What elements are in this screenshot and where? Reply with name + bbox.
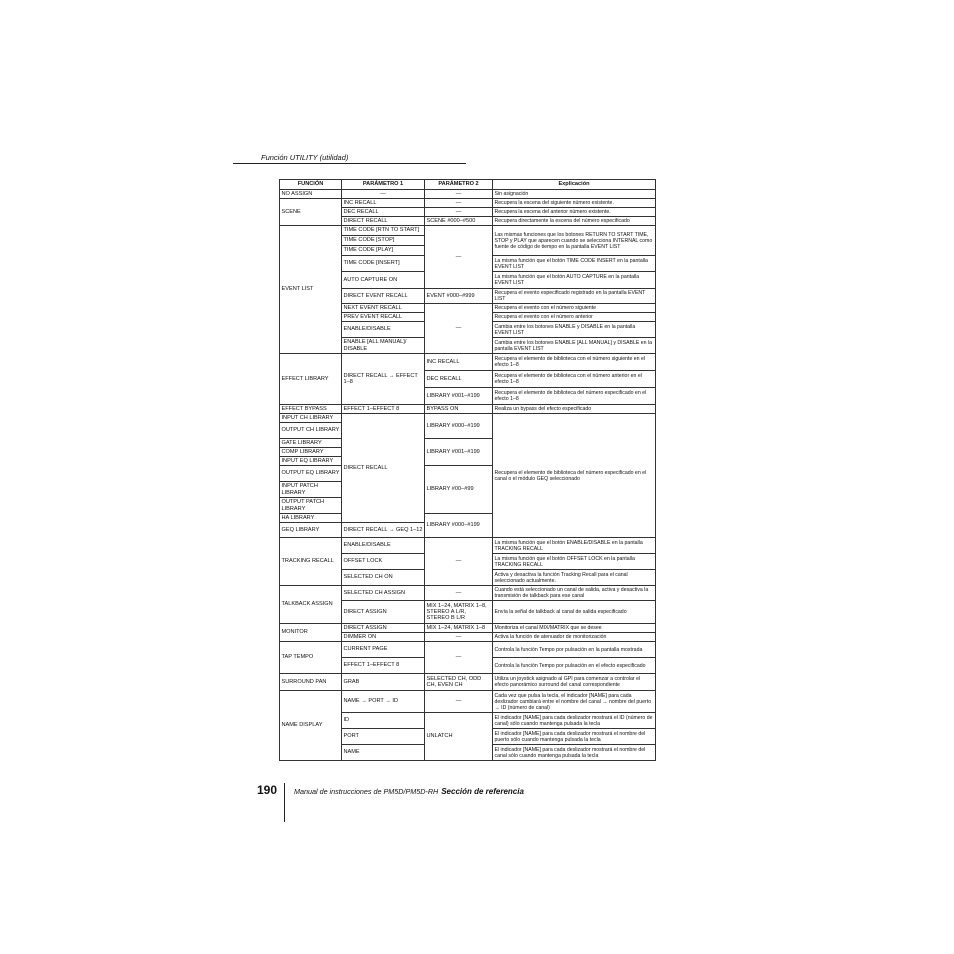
function-cell: TALKBACK ASSIGN <box>280 586 342 624</box>
param2-cell: INC RECALL <box>425 354 493 371</box>
param1-cell: NAME → PORT → ID <box>342 691 425 713</box>
param1-cell: ID <box>342 713 425 729</box>
param1-cell: DIRECT ASSIGN <box>342 601 425 624</box>
header-rule <box>233 163 466 164</box>
explanation-cell: La misma función que el botón ENABLE/DISABLE en la pantalla TRACKING RECALL <box>493 538 656 554</box>
param1-cell: TIME CODE [PLAY] <box>342 246 425 256</box>
param2-cell: LIBRARY #001–#199 <box>425 439 493 466</box>
param1-cell: DIRECT EVENT RECALL <box>342 289 425 304</box>
explanation-cell: Cuando está seleccionado un canal de salida, activa y desactiva la transmisión de talkback para ese canal <box>493 586 656 601</box>
column-header: PARÁMETRO 1 <box>342 180 425 190</box>
param1-cell: ENABLE/DISABLE <box>342 538 425 554</box>
param1-cell: DIRECT RECALL → EFFECT 1–8 <box>342 354 425 405</box>
param2-cell: — <box>425 586 493 601</box>
param2-cell: LIBRARY #000–#199 <box>425 414 493 439</box>
param2-cell: LIBRARY #001–#199 <box>425 388 493 405</box>
explanation-cell: El indicador [NAME] para cada deslizador mostrará el nombre del puerto sólo cuando mantenga pulsada la tecla <box>493 729 656 745</box>
param2-cell: — <box>425 226 493 289</box>
param2-cell: — <box>425 304 493 354</box>
explanation-cell: Activa y desactiva la función Tracking Recall para el canal seleccionado actualmente. <box>493 570 656 586</box>
param2-cell: — <box>425 691 493 713</box>
param1-cell: TIME CODE [INSERT] <box>342 256 425 272</box>
param1-cell: DIRECT RECALL <box>342 217 425 226</box>
function-cell: NO ASSIGN <box>280 190 342 199</box>
param1-cell: DIRECT RECALL <box>342 414 425 523</box>
param1-cell: INC RECALL <box>342 199 425 208</box>
table-row <box>280 190 656 199</box>
param1-cell: EFFECT 1–EFFECT 8 <box>342 405 425 414</box>
explanation-cell: Envía la señal de talkback al canal de salida especificado <box>493 601 656 624</box>
function-cell: TRACKING RECALL <box>280 538 342 586</box>
param2-cell: MIX 1–24, MATRIX 1–8 <box>425 624 493 633</box>
table-row <box>280 414 656 423</box>
function-cell: NAME DISPLAY <box>280 691 342 761</box>
param2-cell: SELECTED CH, ODD CH, EVEN CH <box>425 674 493 691</box>
function-cell: EFFECT BYPASS <box>280 405 342 414</box>
param2-cell: — <box>425 642 493 674</box>
explanation-cell: El indicador [NAME] para cada deslizador mostrará el nombre del canal sólo cuando mantenga pulsada la tecla <box>493 745 656 761</box>
param1-cell: SELECTED CH ON <box>342 570 425 586</box>
function-cell: GEQ LIBRARY <box>280 523 342 538</box>
param2-cell: UNLATCH <box>425 713 493 761</box>
param2-cell: BYPASS ON <box>425 405 493 414</box>
param1-cell: DIRECT RECALL → GEQ 1–12 <box>342 523 425 538</box>
param1-cell: CURRENT PAGE <box>342 642 425 658</box>
table-row <box>280 538 656 554</box>
function-cell: EVENT LIST <box>280 226 342 354</box>
explanation-cell: Controla la función Tempo por pulsación en la pantalla mostrada <box>493 642 656 658</box>
function-cell: INPUT EQ LIBRARY <box>280 457 342 466</box>
utility-function-table <box>279 179 656 761</box>
param1-cell: AUTO CAPTURE ON <box>342 272 425 289</box>
param2-cell: — <box>425 633 493 642</box>
explanation-cell: La misma función que el botón TIME CODE INSERT en la pantalla EVENT LIST <box>493 256 656 272</box>
explanation-cell: Cambia entre los botones ENABLE [ALL MANUAL] y DISABLE en la pantalla EVENT LIST <box>493 338 656 354</box>
param1-cell: SELECTED CH ASSIGN <box>342 586 425 601</box>
param1-cell: DEC RECALL <box>342 208 425 217</box>
function-cell: COMP LIBRARY <box>280 448 342 457</box>
function-cell: OUTPUT CH LIBRARY <box>280 423 342 439</box>
table-row <box>280 624 656 633</box>
param2-cell: — <box>425 208 493 217</box>
explanation-cell: Recupera la escena del anterior número existente. <box>493 208 656 217</box>
explanation-cell: Cada vez que pulsa la tecla, el indicador [NAME] para cada deslizador cambiará entre el nombre del canal → nombre del puerto → ID (número de canal) <box>493 691 656 713</box>
explanation-cell: Recupera el elemento de biblioteca del número especificado en el efecto 1–8 <box>493 388 656 405</box>
function-cell: INPUT CH LIBRARY <box>280 414 342 423</box>
footer-vertical-rule <box>284 783 285 822</box>
explanation-cell: Recupera el evento con el número anterior <box>493 313 656 322</box>
function-cell: INPUT PATCH LIBRARY <box>280 482 342 498</box>
table-row <box>280 354 656 371</box>
page-number: 190 <box>257 783 278 797</box>
function-cell: MONITOR <box>280 624 342 642</box>
explanation-cell: Monitoriza el canal MIX/MATRIX que se desee <box>493 624 656 633</box>
explanation-cell: Recupera el elemento de biblioteca con el número siguiente en el efecto 1–8 <box>493 354 656 371</box>
function-cell: SCENE <box>280 199 342 226</box>
param2-cell: DEC RECALL <box>425 371 493 388</box>
column-header: PARÁMETRO 2 <box>425 180 493 190</box>
param1-cell: NEXT EVENT RECALL <box>342 304 425 313</box>
explanation-cell: Recupera el evento con el número siguiente <box>493 304 656 313</box>
explanation-cell: Cambia entre los botones ENABLE y DISABLE en la pantalla EVENT LIST <box>493 322 656 338</box>
section-title: Sección de referencia <box>441 787 524 796</box>
table-row <box>280 642 656 658</box>
function-cell: GATE LIBRARY <box>280 439 342 448</box>
function-cell: EFFECT LIBRARY <box>280 354 342 405</box>
explanation-cell: La misma función que el botón OFFSET LOCK en la pantalla TRACKING RECALL <box>493 554 656 570</box>
column-header: Explicación <box>493 180 656 190</box>
explanation-cell: Utiliza un joystick asignado al GPI para comenzar a controlar el efecto panorámico surround del canal correspondiente <box>493 674 656 691</box>
param2-cell: LIBRARY #00–#99 <box>425 466 493 514</box>
param1-cell: TIME CODE [STOP] <box>342 236 425 246</box>
function-cell: HA LIBRARY <box>280 514 342 523</box>
explanation-cell: Recupera el elemento de biblioteca del número especificado en el canal o el módulo GEQ seleccionado <box>493 414 656 538</box>
footer-text <box>294 787 524 796</box>
table-row <box>280 226 656 236</box>
param1-cell: DIMMER ON <box>342 633 425 642</box>
explanation-cell: Sin asignación <box>493 190 656 199</box>
param2-cell: LIBRARY #000–#199 <box>425 514 493 538</box>
param2-cell: — <box>425 538 493 586</box>
explanation-cell: Recupera la escena del siguiente número existente. <box>493 199 656 208</box>
explanation-cell: Recupera directamente la escena del número especificado <box>493 217 656 226</box>
param1-cell: GRAB <box>342 674 425 691</box>
param1-cell: NAME <box>342 745 425 761</box>
explanation-cell: Recupera el evento especificado registrado en la pantalla EVENT LIST <box>493 289 656 304</box>
explanation-cell: Controla la función Tempo por pulsación en el efecto especificado <box>493 658 656 674</box>
explanation-cell: Las mismas funciones que los botones RETURN TO START TIME, STOP y PLAY que aparecen cuando se selecciona INTERNAL como fuente de código de tiempo en la pantalla EVENT LIST <box>493 226 656 256</box>
param1-cell: — <box>342 190 425 199</box>
explanation-cell: Realiza un bypass del efecto especificado <box>493 405 656 414</box>
param2-cell: SCENE #000–#500 <box>425 217 493 226</box>
param1-cell: EFFECT 1–EFFECT 8 <box>342 658 425 674</box>
page-header-title: Función UTILITY (utilidad) <box>261 153 349 162</box>
function-cell: OUTPUT EQ LIBRARY <box>280 466 342 482</box>
table-row <box>280 586 656 601</box>
function-cell: OUTPUT PATCH LIBRARY <box>280 498 342 514</box>
table-header-row <box>280 180 656 190</box>
function-cell: SURROUND PAN <box>280 674 342 691</box>
param2-cell: MIX 1–24, MATRIX 1–8, STEREO A L/R, STEREO B L/R <box>425 601 493 624</box>
param1-cell: PREV EVENT RECALL <box>342 313 425 322</box>
explanation-cell: Activa la función de atenuador de monitorización <box>493 633 656 642</box>
param1-cell: OFFSET LOCK <box>342 554 425 570</box>
explanation-cell: El indicador [NAME] para cada deslizador mostrará el ID (número de canal) sólo cuando mantenga pulsada la tecla <box>493 713 656 729</box>
table-row <box>280 674 656 691</box>
param2-cell: — <box>425 199 493 208</box>
manual-title: Manual de instrucciones de PM5D/PM5D-RH <box>294 787 439 796</box>
function-cell: TAP TEMPO <box>280 642 342 674</box>
param2-cell: — <box>425 190 493 199</box>
table-row <box>280 405 656 414</box>
column-header: FUNCIÓN <box>280 180 342 190</box>
table-row <box>280 691 656 713</box>
table-row <box>280 199 656 208</box>
param1-cell: ENABLE [ALL MANUAL]/ DISABLE <box>342 338 425 354</box>
param1-cell: DIRECT ASSIGN <box>342 624 425 633</box>
param1-cell: ENABLE/DISABLE <box>342 322 425 338</box>
explanation-cell: Recupera el elemento de biblioteca con el número anterior en el efecto 1–8 <box>493 371 656 388</box>
param1-cell: TIME CODE [RTN TO START] <box>342 226 425 236</box>
param2-cell: EVENT #000–#999 <box>425 289 493 304</box>
param1-cell: PORT <box>342 729 425 745</box>
explanation-cell: La misma función que el botón AUTO CAPTURE en la pantalla EVENT LIST <box>493 272 656 289</box>
